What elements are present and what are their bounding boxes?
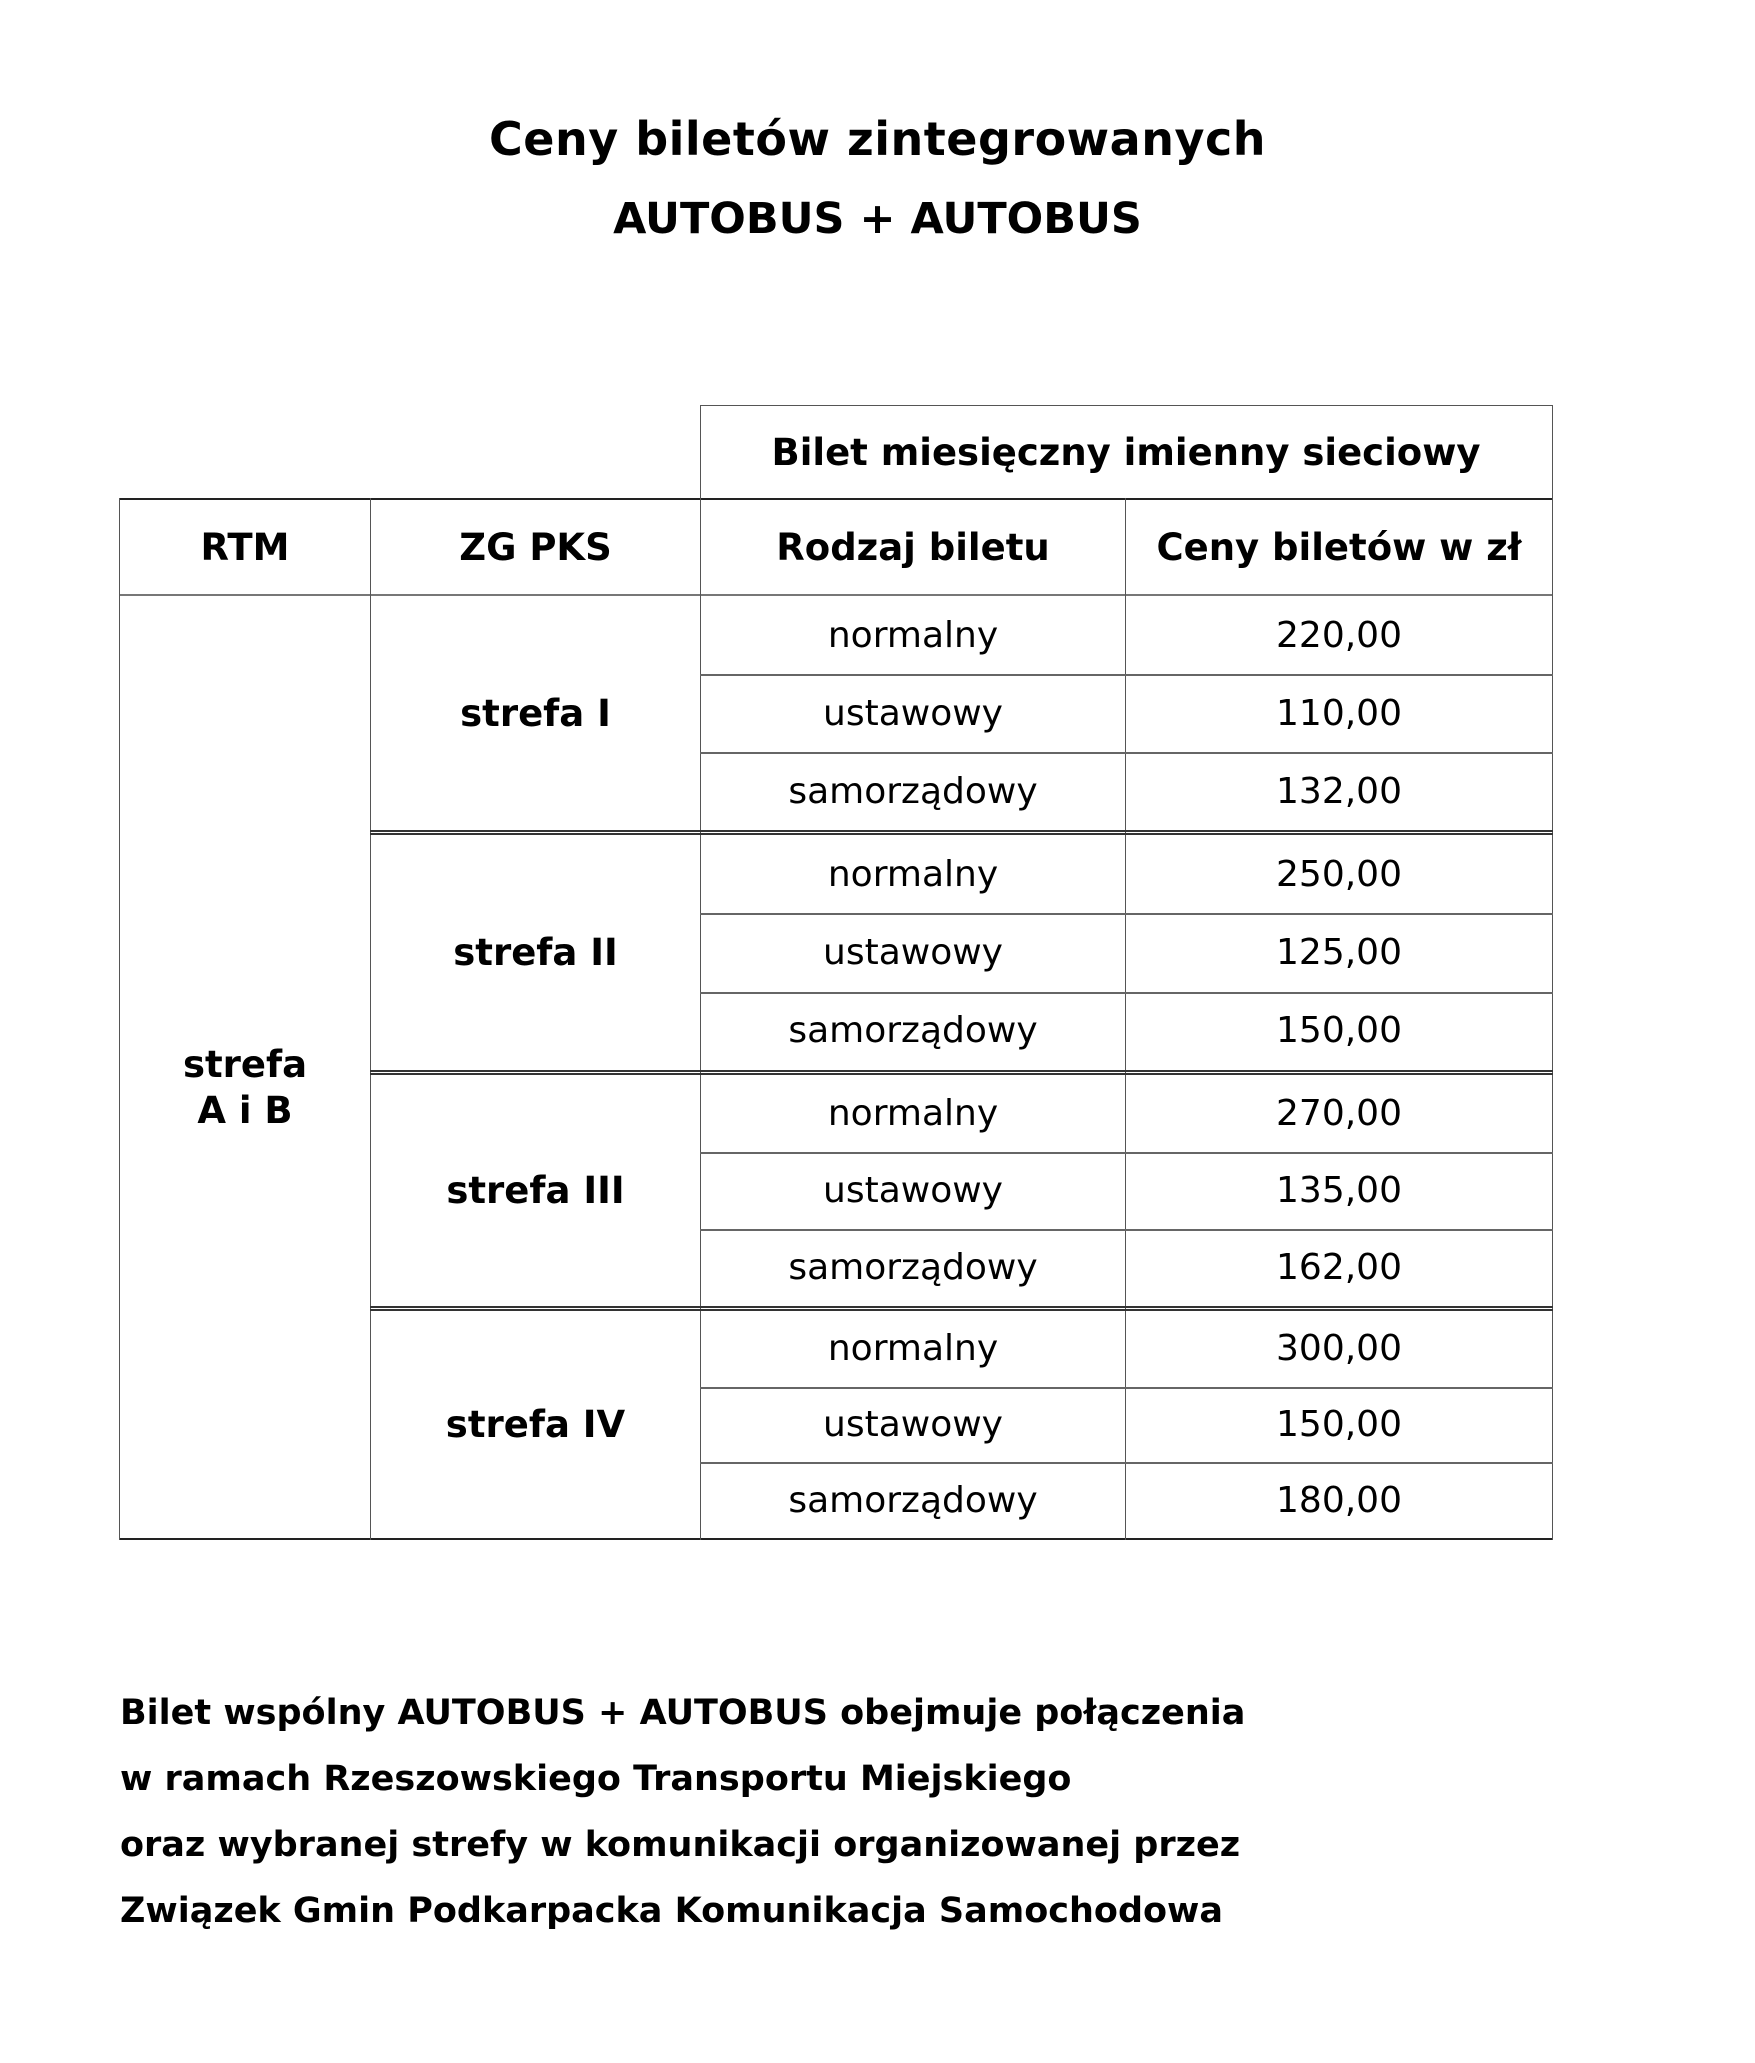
column-header-price: Ceny biletów w zł — [1156, 525, 1522, 569]
ticket-type-cell: normalny — [827, 1093, 999, 1134]
ticket-type-cell: normalny — [827, 853, 999, 895]
row-divider — [700, 992, 1553, 994]
zone-cell: strefa IV — [445, 1403, 626, 1446]
group-header: Bilet miesięczny imienny sieciowy — [771, 430, 1481, 474]
row-divider — [700, 913, 1553, 915]
ticket-type-cell: normalny — [827, 1328, 999, 1370]
zone-cell: strefa II — [453, 931, 618, 974]
price-cell: 135,00 — [1276, 1170, 1402, 1211]
row-divider — [700, 674, 1553, 676]
table-border — [119, 498, 120, 1540]
price-cell: 220,00 — [1276, 614, 1402, 656]
row-divider — [700, 1387, 1553, 1389]
ticket-type-cell: samorządowy — [788, 770, 1038, 812]
table-border — [119, 1538, 1553, 1540]
footnote-line: w ramach Rzeszowskiego Transportu Miejskiego — [120, 1759, 1072, 1799]
footnote-line: Bilet wspólny AUTOBUS + AUTOBUS obejmuje połączenia — [120, 1693, 1246, 1733]
price-cell: 162,00 — [1276, 1247, 1402, 1288]
column-header-rtm: RTM — [200, 525, 290, 569]
row-divider — [700, 1152, 1553, 1154]
ticket-type-cell: samorządowy — [788, 1010, 1038, 1052]
row-divider — [700, 1462, 1553, 1464]
ticket-type-cell: normalny — [827, 614, 999, 656]
ticket-type-cell: ustawowy — [823, 1403, 1003, 1445]
price-cell: 110,00 — [1276, 692, 1402, 734]
table-border — [119, 498, 1553, 500]
footnote — [120, 1680, 1245, 1944]
rtm-zone-line-1: strefa — [182, 1043, 308, 1086]
rtm-zone-cell — [120, 596, 370, 1540]
price-cell: 125,00 — [1276, 931, 1402, 973]
column-header-zg-pks: ZG PKS — [459, 525, 612, 569]
rtm-zone-line-2: A i B — [197, 1089, 293, 1132]
row-divider — [700, 1229, 1553, 1231]
ticket-type-cell: ustawowy — [823, 1170, 1003, 1211]
ticket-type-cell: samorządowy — [788, 1479, 1038, 1521]
zone-cell: strefa III — [446, 1169, 625, 1212]
page-title: Ceny biletów zintegrowanych — [489, 112, 1266, 166]
price-cell: 132,00 — [1276, 770, 1402, 812]
price-cell: 270,00 — [1276, 1093, 1402, 1134]
price-cell: 150,00 — [1276, 1403, 1402, 1445]
footnote-line: oraz wybranej strefy w komunikacji organizowanej przez — [120, 1825, 1241, 1865]
ticket-type-cell: ustawowy — [823, 931, 1003, 973]
column-header-ticket-type: Rodzaj biletu — [776, 525, 1050, 569]
ticket-type-cell: ustawowy — [823, 692, 1003, 734]
zone-cell: strefa I — [460, 691, 611, 735]
table-border — [1552, 405, 1553, 1540]
footnote-line: Związek Gmin Podkarpacka Komunikacja Samochodowa — [120, 1891, 1223, 1931]
price-cell: 150,00 — [1276, 1010, 1402, 1052]
ticket-type-cell: samorządowy — [788, 1247, 1038, 1288]
row-divider — [700, 752, 1553, 754]
price-cell: 180,00 — [1276, 1479, 1402, 1521]
table-border — [700, 405, 1553, 406]
page-subtitle: AUTOBUS + AUTOBUS — [613, 194, 1142, 244]
price-cell: 250,00 — [1276, 853, 1402, 895]
price-cell: 300,00 — [1276, 1328, 1402, 1370]
